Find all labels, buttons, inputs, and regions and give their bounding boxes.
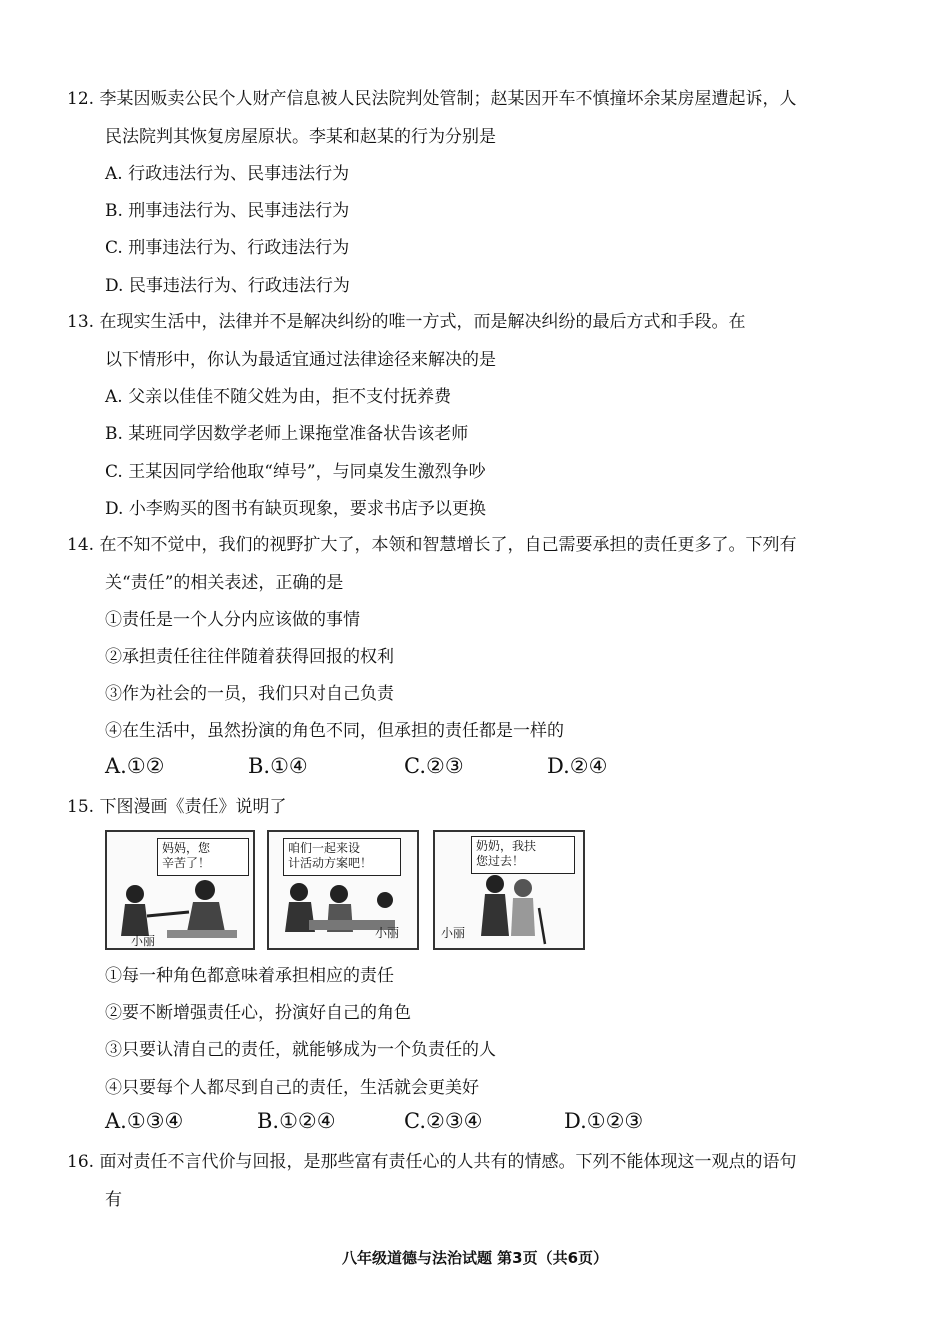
q14-choice-c: C.②③	[404, 754, 464, 778]
q15-choice-d: D.①②③	[564, 1109, 644, 1133]
q15-stem-line1: 15. 下图漫画《责任》说明了	[67, 797, 287, 817]
q12-stem-line1: 12. 李某因贩卖公民个人财产信息被人民法院判处管制；赵某因开车不慎撞坏余某房屋遭起诉，人	[67, 89, 797, 109]
q16-stem-line1: 16. 面对责任不言代价与回报，是那些富有责任心的人共有的情感。下列不能体现这一观点的语句	[67, 1152, 797, 1172]
panel1-bubble-line2: 辛苦了！	[162, 856, 211, 870]
q12-option-b: B. 刑事违法行为、民事违法行为	[105, 201, 350, 221]
q14-statement-3: ③作为社会的一员，我们只对自己负责	[105, 684, 394, 704]
q14-statement-4: ④在生活中，虽然扮演的角色不同，但承担的责任都是一样的	[105, 721, 564, 741]
q14-statement-2: ②承担责任往往伴随着获得回报的权利	[105, 647, 394, 667]
page-footer: 八年级道德与法治试题 第3页（共6页）	[341, 1249, 609, 1267]
q13-option-c: C. 王某因同学给他取“绰号”，与同桌发生激烈争吵	[105, 462, 486, 482]
q14-answer-options	[105, 752, 805, 782]
q14-stem-line2: 关“责任”的相关表述，正确的是	[105, 573, 344, 593]
panel3-bubble-line1: 奶奶，我扶	[476, 839, 537, 853]
q15-statement-3: ③只要认清自己的责任，就能够成为一个负责任的人	[105, 1040, 496, 1060]
q15-statement-2: ②要不断增强责任心，扮演好自己的角色	[105, 1003, 411, 1023]
comic-panel-1	[105, 830, 255, 950]
q15-choice-b: B.①②④	[257, 1109, 336, 1133]
panel3-caption: 小丽	[441, 926, 466, 940]
q13-option-a: A. 父亲以佳佳不随父姓为由，拒不支付抚养费	[105, 387, 452, 407]
panel2-bubble-line2: 计活动方案吧！	[288, 856, 373, 870]
panel1-caption: 小丽	[131, 934, 156, 948]
q12-option-a: A. 行政违法行为、民事违法行为	[105, 164, 350, 184]
comic-panel-2	[267, 830, 419, 950]
q14-statement-1: ①责任是一个人分内应该做的事情	[105, 610, 360, 630]
q14-choice-d: D.②④	[547, 754, 608, 778]
panel2-caption: 小丽	[375, 926, 400, 940]
comic-panel-3	[433, 830, 585, 950]
q13-option-b: B. 某班同学因数学老师上课拖堂准备状告该老师	[105, 424, 469, 444]
q15-statement-4: ④只要每个人都尽到自己的责任，生活就会更美好	[105, 1078, 479, 1098]
q14-choice-a: A.①②	[105, 754, 165, 778]
q12-stem-line2: 民法院判其恢复房屋原状。李某和赵某的行为分别是	[105, 127, 496, 147]
panel3-bubble-line2: 您过去！	[476, 854, 525, 868]
panel1-bubble-line1: 妈妈，您	[162, 841, 211, 855]
q15-answer-options	[105, 1107, 805, 1137]
q15-choice-a: A.①③④	[105, 1109, 184, 1133]
q15-statement-1: ①每一种角色都意味着承担相应的责任	[105, 966, 394, 986]
panel2-bubble-line1: 咱们一起来设	[288, 841, 361, 855]
q12-option-d: D. 民事违法行为、行政违法行为	[105, 276, 350, 296]
q15-choice-c: C.②③④	[404, 1109, 483, 1133]
q13-stem-line1: 13. 在现实生活中，法律并不是解决纠纷的唯一方式，而是解决纠纷的最后方式和手段。在	[67, 312, 746, 332]
panel1-illustration	[107, 832, 255, 950]
q12-option-c: C. 刑事违法行为、行政违法行为	[105, 238, 350, 258]
q13-stem-line2: 以下情形中，你认为最适宜通过法律途径来解决的是	[105, 350, 496, 370]
comic-strip	[105, 830, 587, 952]
q13-option-d: D. 小李购买的图书有缺页现象，要求书店予以更换	[105, 499, 486, 519]
q14-stem-line1: 14. 在不知不觉中，我们的视野扩大了，本领和智慧增长了，自己需要承担的责任更多了。下列有	[67, 535, 797, 555]
q16-stem-line2: 有	[105, 1190, 122, 1210]
q14-choice-b: B.①④	[248, 754, 308, 778]
